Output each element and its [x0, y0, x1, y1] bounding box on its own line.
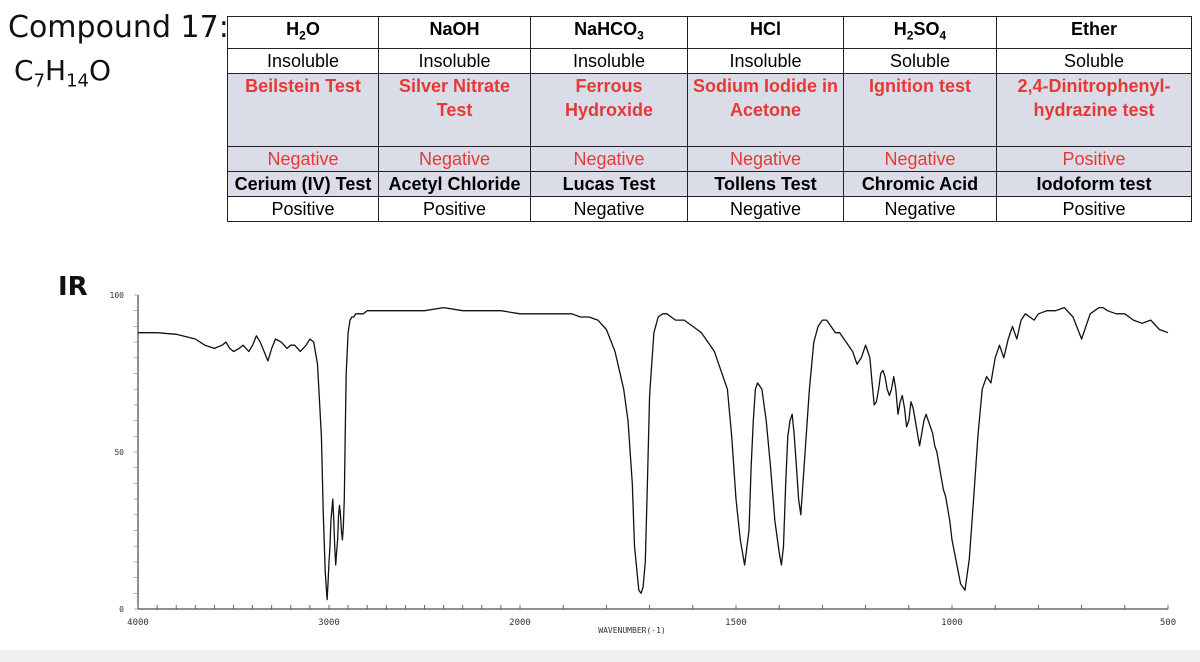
test-result-cell: Negative: [688, 146, 844, 171]
test-results-row-2: [228, 196, 1192, 221]
solvent-h2so4: $H_2SO_4$: [844, 17, 997, 49]
test-name-cell: Ignition test: [844, 73, 997, 146]
test-result-cell: Negative: [688, 196, 844, 221]
solubility-cell: Insoluble: [688, 48, 844, 73]
solvent-nahco3: NaHCO$_3$: [531, 17, 688, 49]
test-result-cell: Negative: [531, 196, 688, 221]
x-tick-label: 4000: [127, 618, 149, 628]
molecular-formula: $C_7H_{14}O$: [14, 54, 112, 92]
x-tick-label: 3000: [318, 618, 340, 628]
solvent-ether: Ether: [997, 17, 1192, 49]
test-name-cell: Beilstein Test: [228, 73, 379, 146]
test-name-cell: Acetyl Chloride: [379, 171, 531, 196]
test-result-cell: Negative: [844, 196, 997, 221]
test-result-cell: Positive: [379, 196, 531, 221]
test-result-cell: Negative: [531, 146, 688, 171]
test-name-cell: Iodoform test: [997, 171, 1192, 196]
x-tick-label: 1000: [941, 618, 963, 628]
solvent-hcl: HCl: [688, 17, 844, 49]
test-result-cell: Negative: [379, 146, 531, 171]
test-name-cell: Silver Nitrate Test: [379, 73, 531, 146]
solvent-naoh: NaOH: [379, 17, 531, 49]
solubility-cell: Insoluble: [379, 48, 531, 73]
test-name-cell: Lucas Test: [531, 171, 688, 196]
test-name-cell: Tollens Test: [688, 171, 844, 196]
test-name-cell: Chromic Acid: [844, 171, 997, 196]
test-results-row-1: [228, 146, 1192, 171]
x-tick-label: 500: [1159, 618, 1177, 628]
y-tick-label: 50: [114, 448, 124, 457]
solvent-h2o: $H_2O$: [228, 17, 379, 49]
x-tick-label: 2000: [509, 618, 531, 628]
test-result-cell: Positive: [997, 146, 1192, 171]
test-names-row-2: [228, 171, 1192, 196]
x-axis-label: WAVENUMBER(-1): [598, 626, 666, 635]
solubility-tests-table: [227, 16, 1192, 222]
solvent-header-row: [228, 17, 1192, 49]
test-result-cell: Positive: [228, 196, 379, 221]
ir-label: IR: [58, 272, 88, 302]
ir-spectrum-line: [138, 308, 1168, 600]
test-name-cell: 2,4-Dinitrophenyl-hydrazine test: [997, 73, 1192, 146]
bottom-strip: [0, 650, 1200, 662]
test-name-cell: Sodium Iodide in Acetone: [688, 73, 844, 146]
solubility-cell: Soluble: [844, 48, 997, 73]
test-result-cell: Negative: [844, 146, 997, 171]
test-name-cell: Ferrous Hydroxide: [531, 73, 688, 146]
solubility-cell: Soluble: [997, 48, 1192, 73]
ir-spectrum-chart: [0, 280, 1200, 650]
test-names-row-1: [228, 73, 1192, 146]
compound-title: Compound 17:: [8, 10, 229, 45]
solubility-row: [228, 48, 1192, 73]
y-tick-label: 0: [119, 605, 124, 614]
test-name-cell: Cerium (IV) Test: [228, 171, 379, 196]
solubility-cell: Insoluble: [228, 48, 379, 73]
test-result-cell: Negative: [228, 146, 379, 171]
x-tick-label: 1500: [725, 618, 747, 628]
test-result-cell: Positive: [997, 196, 1192, 221]
solubility-cell: Insoluble: [531, 48, 688, 73]
y-tick-label: 100: [109, 291, 124, 300]
